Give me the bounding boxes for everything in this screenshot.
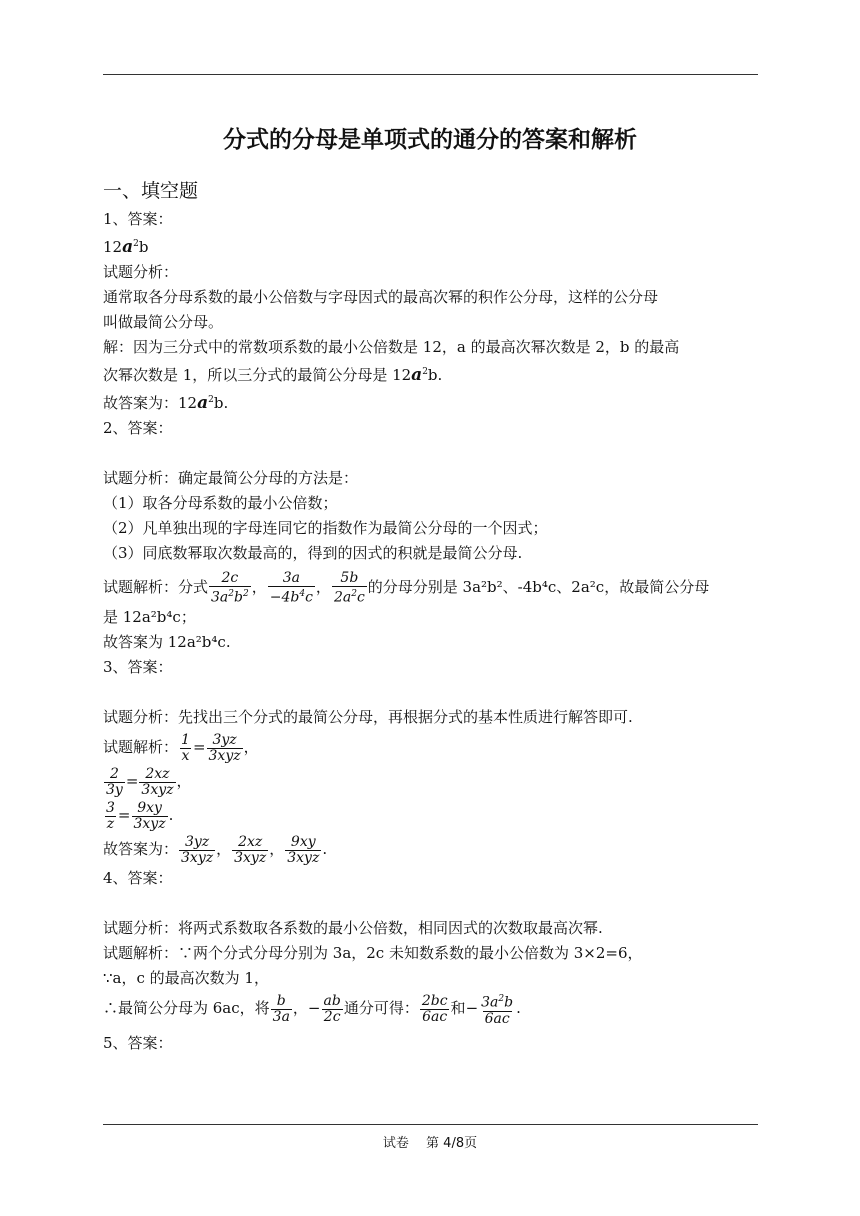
q3-detail-3: $\frac{3}{z}$ = $\frac{9xy}{\text{3xyz}}$ . <box>106 799 174 832</box>
fraction: $\frac{5b}{2a^2c}$ <box>333 569 365 606</box>
q1-final: 故答案为：$12a^2b$. <box>103 393 229 413</box>
q1-label: 1、答案： <box>103 210 173 228</box>
q1-answer: $12a^2b$ <box>103 237 149 257</box>
q3-detail-1: 试题解析： $\frac{1}{x}$ = $\frac{3yz}{\text{3xyz}}$ ， <box>103 731 259 764</box>
q4-detail-line3: ∴最简公分母为 6ac，将 $\frac{b}{3a}$ ，− $\frac{ab}{2c}$ 通分可得： $\frac{2bc}{6ac}$ 和− $\frac{3a^2b}{6ac}$ . <box>103 992 521 1027</box>
q1-solution-line1: 解：因为三分式中的常数项系数的最小公倍数是 12，a 的最高次幂次数是 2，b 的最高 <box>103 338 680 356</box>
q1-solution-line2: 次幂次数是 1，所以三分式的最简公分母是 $12a^2b$. <box>103 365 443 385</box>
q4-label: 4、答案： <box>103 869 173 888</box>
header-rule <box>103 74 758 75</box>
q2-step2: （2）凡单独出现的字母连同它的指数作为最简公分母的一个因式； <box>103 519 548 537</box>
q2-step1: （1）取各分母系数的最小公倍数； <box>103 494 338 512</box>
q4-detail-line1: 试题解析：∵两个分式分母分别为 3a，2c 未知数系数的最小公倍数为 3×2=6， <box>103 944 643 963</box>
fraction: $\frac{3a}{-4b^4c}$ <box>269 569 313 606</box>
q2-label: 2、答案： <box>103 419 173 437</box>
q1-analysis-line2: 叫做最简公分母。 <box>103 313 224 331</box>
q1-analysis-label: 试题分析： <box>103 263 179 281</box>
page-footer: 试卷 第 4/8页 <box>382 1136 478 1151</box>
content <box>103 176 758 1056</box>
fraction: $\frac{2c}{3a^2b^2}$ <box>211 569 249 606</box>
q2-detail: 试题解析：分式 $\frac{2c}{3a^2b^2}$ ， $\frac{3a}{-4b^4c}$ ， $\frac{5b}{2a^2c}$ 的分母分别是 3a²b²、-4b⁴c、2a²c，故最简公分母 <box>103 569 710 606</box>
q3-label: 3、答案： <box>103 658 173 677</box>
q2-detail-line2: 是 12a²b⁴c； <box>103 608 196 627</box>
q3-final: 故答案为： $\frac{3yz}{\text{3xyz}}$ ， $\frac{2xz}{\text{3xyz}}$ ， $\frac{9xy}{\text{3xyz}}$ . <box>103 833 328 866</box>
q4-analysis: 试题分析：将两式系数取各系数的最小公倍数，相同因式的次数取最高次幂. <box>103 919 603 938</box>
q2-step3: （3）同底数幂取次数最高的，得到的因式的积就是最简公分母. <box>103 544 523 562</box>
q3-analysis: 试题分析：先找出三个分式的最简公分母，再根据分式的基本性质进行解答即可. <box>103 708 633 727</box>
q4-detail-line2: ∵a，c 的最高次数为 1， <box>103 969 269 988</box>
q5-label: 5、答案： <box>103 1033 173 1052</box>
q3-detail-2: $\frac{2}{3y}$ = $\frac{2xz}{\text{3xyz}}$ ， <box>106 765 192 798</box>
q2-analysis: 试题分析：确定最简公分母的方法是： <box>103 469 359 487</box>
q1-analysis-line1: 通常取各分母系数的最小公倍数与字母因式的最高次幂的积作公分母，这样的公分母 <box>103 288 659 306</box>
q2-final: 故答案为 12a²b⁴c. <box>103 633 231 652</box>
footer-rule <box>103 1124 758 1125</box>
section-heading: 一、填空题 <box>103 180 199 202</box>
page-title: 分式的分母是单项式的通分的答案和解析 <box>223 127 637 153</box>
